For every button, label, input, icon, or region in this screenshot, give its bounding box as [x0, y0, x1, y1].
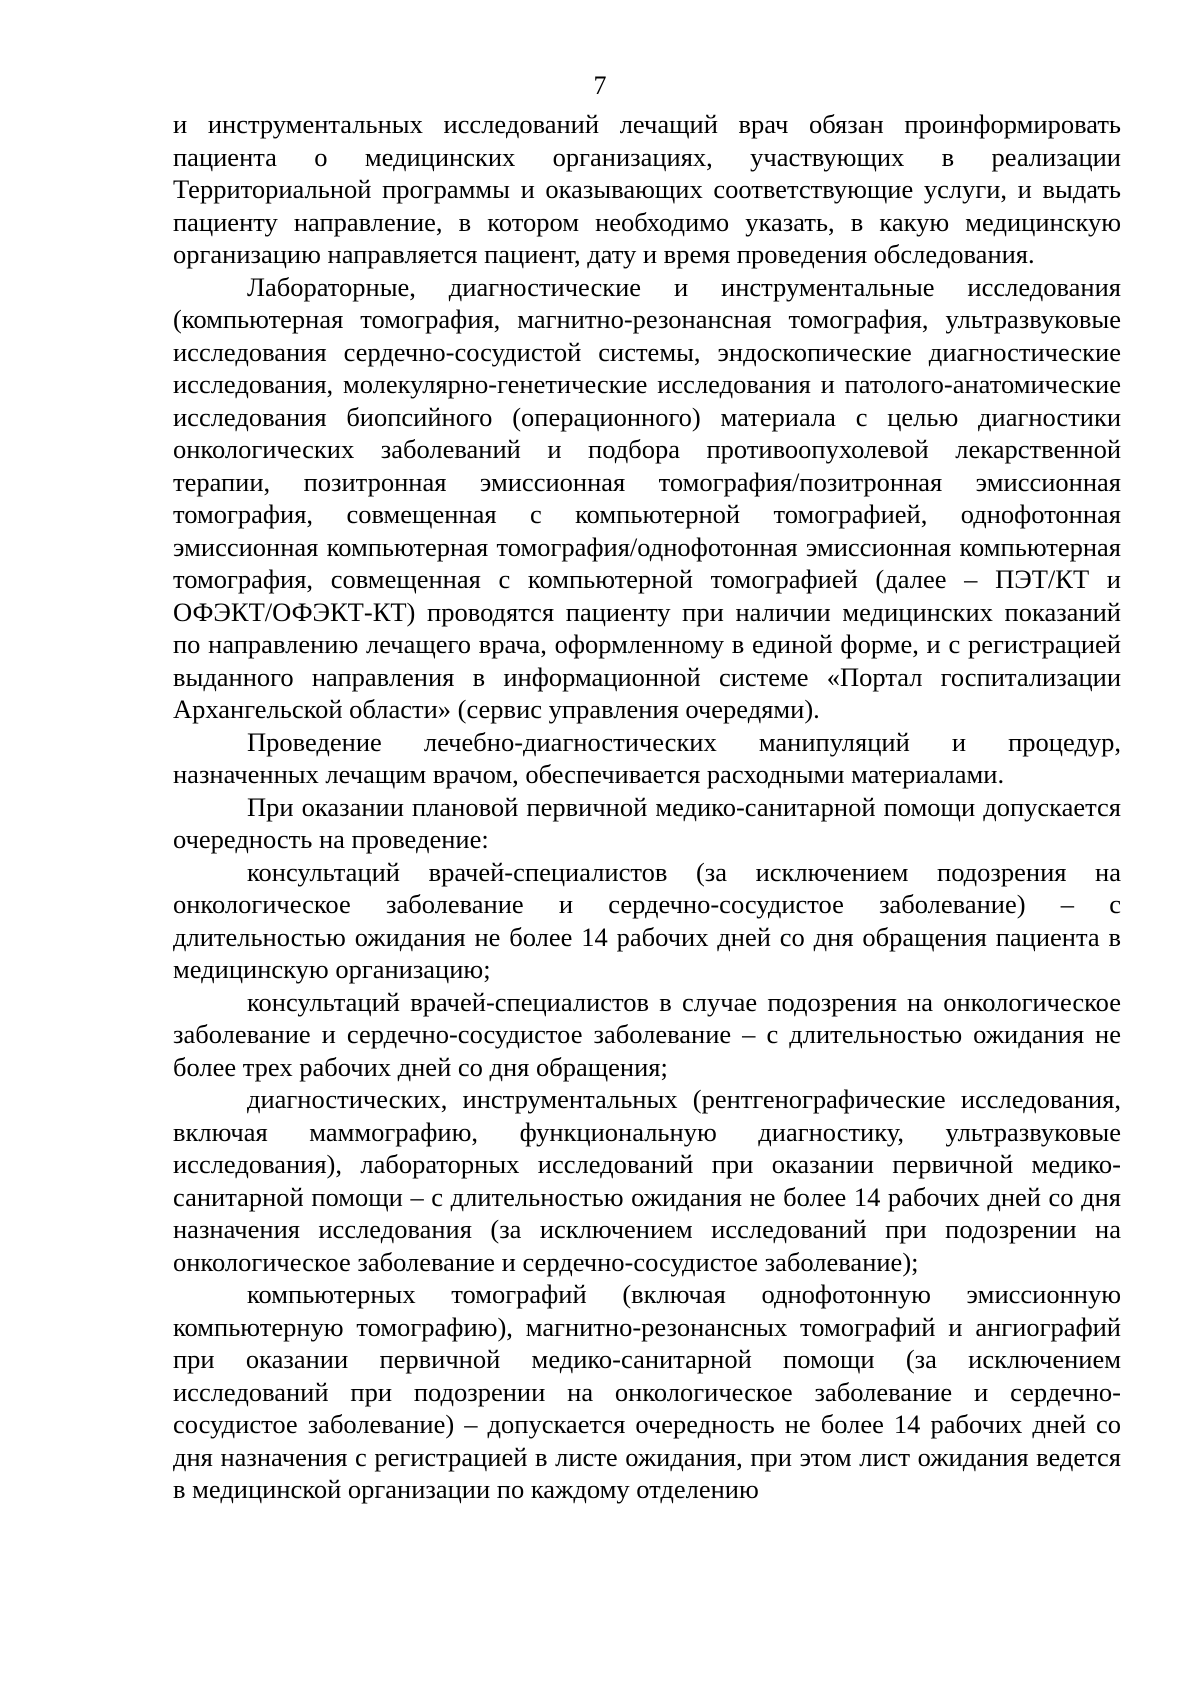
paragraph-lab-diagnostics: Лабораторные, диагностические и инструментальные исследования (компьютерная томография, магнитно-резонансная томография, ультразвуковые исследования сердечно-сосудистой системы, эндоскопические диагностические исследования, молекулярно-генетические исследования и патолого-анатомические исследования биопсийного (операционного) материала с целью диагностики онкологических заболеваний и подбора противоопухолевой лекарственной терапии, позитронная эмиссионная томография/позитронная эмиссионная томография, совмещенная с компьютерной томографией, однофотонная эмиссионная компьютерная томография/однофотонная эмиссионная компьютерная томография, совмещенная с компьютерной томографией (далее – ПЭТ/КТ и ОФЭКТ/ОФЭКТ-КТ) проводятся пациенту при наличии медицинских показаний по направлению лечащего врача, оформленному в единой форме, и с регистрацией выданного направления в информационной системе «Портал госпитализации Архангельской области» (сервис управления очередями). [173, 271, 1121, 724]
page-number: 7 [593, 71, 607, 100]
paragraph-consultations: консультаций врачей-специалистов (за исключением подозрения на онкологическое заболевание и сердечно-сосудистое заболевание) – с длительностью ожидания не более 14 рабочих дней со дня обращения пациента в медицинскую организацию; [173, 856, 1121, 984]
document-body [173, 108, 1121, 1506]
paragraph-diagnostics: диагностических, инструментальных (рентгенографические исследования, включая маммографию, функциональную диагностику, ультразвуковые исследования), лабораторных исследований при оказании первичной медико-санитарной помощи – с длительностью ожидания не более 14 рабочих дней со дня назначения исследования (за исключением исследований при подозрении на онкологическое заболевание и сердечно-сосудистое заболевание); [173, 1084, 1121, 1277]
paragraph-consultations-oncology: консультаций врачей-специалистов в случае подозрения на онкологическое заболевание и сердечно-сосудистое заболевание – с длительностью ожидания не более трех рабочих дней со дня обращения; [173, 986, 1121, 1082]
paragraph-tomography: компьютерных томографий (включая однофотонную эмиссионную компьютерную томографию), магнитно-резонансных томографий и ангиографий при оказании первичной медико-санитарной помощи (за исключением исследований при подозрении на онкологическое заболевание и сердечно-сосудистое заболевание) – допускается очередность не более 14 рабочих дней со дня назначения с регистрацией в листе ожидания, при этом лист ожидания ведется в медицинской организации по каждому отделению [173, 1279, 1121, 1504]
paragraph-procedures: Проведение лечебно-диагностических манипуляций и процедур, назначенных лечащим врачом, обеспечивается расходными материалами. [173, 726, 1121, 789]
paragraph-queue-intro: При оказании плановой первичной медико-санитарной помощи допускается очередность на проведение: [173, 791, 1121, 854]
paragraph-continuation: и инструментальных исследований лечащий врач обязан проинформировать пациента о медицинских организациях, участвующих в реализации Территориальной программы и оказывающих соответствующие услуги, и выдать пациенту направление, в котором необходимо указать, в какую медицинскую организацию направляется пациент, дату и время проведения обследования. [173, 109, 1121, 269]
